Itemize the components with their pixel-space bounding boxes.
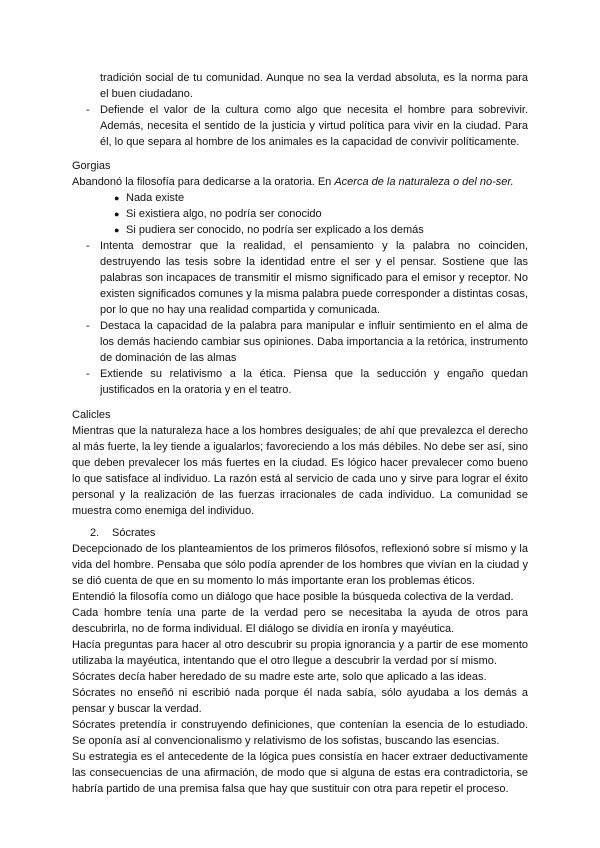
top-section xyxy=(72,70,528,150)
calicles-body: Mientras que la naturaleza hace a los hombres desiguales; de ahí que prevalezca el derecho al más fuerte, la ley tiende a igualarlos; favoreciendo a los más débiles. No debe ser así, sino que deben prevalecer los más fuertes en la ciudad. Es lógico hacer prevalecer como bueno lo que satisface al individuo. La razón está al servicio de cada uno y sirve para lograr el éxito personal y la realización de las fuerzas irracionales de cada individuo. La comunidad se muestra como enemiga del individuo. xyxy=(72,425,528,517)
calicles-section xyxy=(72,407,528,519)
socrates-paragraph: Sócrates decía haber heredado de su madre este arte, solo que aplicado a las ideas. xyxy=(72,671,487,683)
section-title: Sócrates xyxy=(112,527,156,539)
dash-text: Destaca la capacidad de la palabra para manipular e influir sentimiento en el alma de los demás haciendo cambiar sus opiniones. Daba importancia a la retórica, instrumento de dominación de las almas xyxy=(100,320,528,364)
dash-item xyxy=(72,318,528,366)
socrates-paragraph: Cada hombre tenía una parte de la verdad pero se necesitaba la ayuda de otros para descubrirla, no de forma individual. El diálogo se dividía en ironía y mayéutica. xyxy=(72,607,528,635)
dash-marker: - xyxy=(86,240,90,252)
bullet-icon: ● xyxy=(114,209,120,219)
dash-item xyxy=(72,238,528,318)
section-number: 2. xyxy=(90,527,100,539)
socrates-paragraph: Su estrategia es el antecedente de la lógica pues consistía en hacer extraer deductivamente las consecuencias de una afirmación, de modo que si alguna de estas era contradictoria, se habría partido de una premisa falsa que hay que sustituir con otra para repetir el proceso. xyxy=(72,751,528,795)
dash-text: Defiende el valor de la cultura como algo que necesita el hombre para sobrevivir. Además, necesita el sentido de la justicia y virtud política para vivir en la ciudad. Para él, lo que separa al hombre de los animales es la capacidad de convivir políticamente. xyxy=(100,104,528,148)
gorgias-intro-title: Acerca de la naturaleza o del no-ser. xyxy=(334,176,514,188)
dash-item xyxy=(72,102,528,150)
socrates-heading xyxy=(72,525,528,541)
dash-marker: - xyxy=(86,368,90,380)
bullet-icon: ● xyxy=(114,225,120,235)
list-item xyxy=(72,222,528,238)
list-item xyxy=(72,206,528,222)
bullet-text: Nada existe xyxy=(126,192,185,204)
dash-marker: - xyxy=(86,320,90,332)
gorgias-bullet-list xyxy=(72,190,528,238)
dash-item xyxy=(72,366,528,398)
gorgias-intro-text: Abandonó la filosofía para dedicarse a la oratoria. En xyxy=(72,176,335,188)
socrates-paragraph: Sócrates no enseñó ni escribió nada porque él nada sabía, sólo ayudaba a los demás a pensar y buscar la verdad. xyxy=(72,687,528,715)
socrates-paragraph: Entendió la filosofía como un diálogo que hace posible la búsqueda colectiva de la verdad. xyxy=(72,591,514,603)
list-item xyxy=(72,190,528,206)
dash-text: Intenta demostrar que la realidad, el pensamiento y la palabra no coinciden, destruyendo las tesis sobre la identidad entre el ser y el pensar. Sostiene que las palabras son incapaces de transmitir el mismo significado para el emisor y receptor. No existen significados comunes y la misma palabra puede corresponder a distintas cosas, por lo que no hay una realidad compartida y comunicada. xyxy=(100,240,528,316)
continuation-text: tradición social de tu comunidad. Aunque no sea la verdad absoluta, es la norma para el buen ciudadano. xyxy=(100,72,528,100)
bullet-icon: ● xyxy=(114,193,120,203)
calicles-heading: Calicles xyxy=(72,409,111,421)
gorgias-section xyxy=(72,158,528,398)
gorgias-intro xyxy=(72,174,528,190)
dash-marker: - xyxy=(86,104,90,116)
dash-text: Extiende su relativismo a la ética. Piensa que la seducción y engaño quedan justificados en la oratoria y en el teatro. xyxy=(100,368,528,396)
socrates-paragraph: Hacía preguntas para hacer al otro descubrir su propia ignorancia y a partir de ese momento utilizaba la mayéutica, intentando que el otro llegue a descubrir la verdad por sí mismo. xyxy=(72,639,528,667)
gorgias-heading: Gorgias xyxy=(72,160,111,172)
socrates-paragraph: Sócrates pretendía ir construyendo definiciones, que contenían la esencia de lo estudiado. Se oponía así al convencionalismo y relativismo de los sofistas, buscando las esencias. xyxy=(72,719,528,747)
bullet-text: Si existiera algo, no podría ser conocido xyxy=(126,208,322,220)
socrates-section xyxy=(72,525,528,797)
socrates-paragraph: Decepcionado de los planteamientos de los primeros filósofos, reflexionó sobre sí mismo y la vida del hombre. Pensaba que sólo podía aprender de los hombres que vivían en la ciudad y se dió cuenta de que en su momento lo más importante eran los problemas éticos. xyxy=(72,543,528,587)
bullet-text: Si pudiera ser conocido, no podría ser explicado a los demás xyxy=(126,224,424,236)
